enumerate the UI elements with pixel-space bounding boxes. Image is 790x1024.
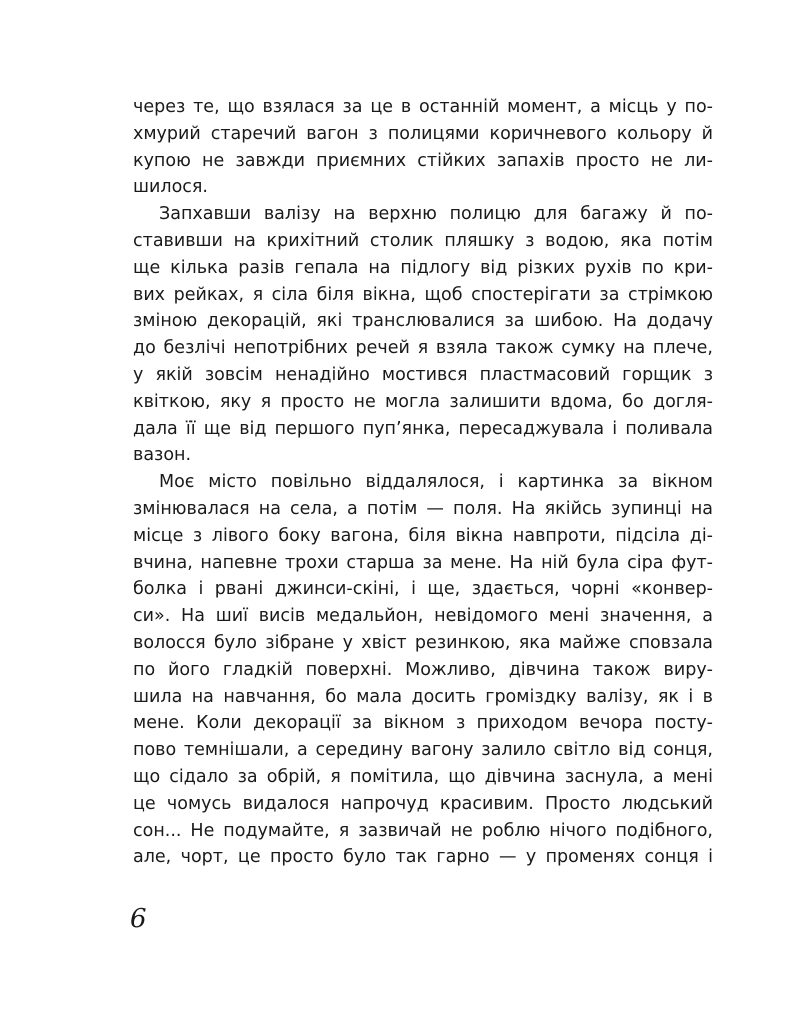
text-line: шила на навчання, бо мала досить громіздку валізу, як і в [133,686,713,707]
text-line: через те, що взялася за це в останній момент, а місць у по- [133,97,713,117]
text-line: сон... Не подумайте, я зазвичай не роблю нічого подібного, [133,820,713,841]
text-line: квіткою, яку я просто не могла залишити вдома, бо догля- [133,391,713,412]
text-line: ставивши на крихітний столик пляшку з водою, яка потім [133,230,713,251]
text-line: хмурий старечий вагон з полицями коричневого кольору й [133,123,713,144]
page-number: 6 [130,904,147,934]
text-line: змінювалася на села, а потім — поля. На якійсь зупинці на [133,498,713,519]
text-line: волосся було зібране у хвіст резинкою, яка майже сповзала [133,632,713,653]
text-line: пово темнішали, а середину вагону залило світло від сонця, [133,740,713,761]
text-line: мене. Коли декорації за вікном з приходом вечора посту- [133,713,713,734]
text-line: але, чорт, це просто було так гарно — у променях сонця і [133,847,713,868]
text-line: си». На шиї висів медальйон, невідомого мені значення, а [133,606,713,627]
text-line: болка і рвані джинси-скіні, і ще, здається, чорні «конвер- [133,579,713,600]
text-line: місце з лівого боку вагона, біля вікна навпроти, підсіла ді- [133,525,713,546]
text-line: ще кілька разів гепала на підлогу від різких рухів по кри- [133,257,713,278]
text-line: по його гладкій поверхні. Можливо, дівчина також виру- [133,659,713,680]
text-line: що сідало за обрій, я помітила, що дівчина заснула, а мені [133,766,713,787]
text-line: у якій зовсім ненадійно мостився пластмасовий горщик з [133,364,713,385]
text-line: зміною декорацій, які транслювалися за шибою. На додачу [133,311,713,332]
text-line: вчина, напевне трохи старша за мене. На ній була сіра фут- [133,552,713,573]
text-line: Моє місто повільно віддалялося, і картинка за вікном [159,472,713,493]
text-line: вазон. [133,445,192,466]
text-line: купою не завжди приємних стійких запахів просто не ли- [133,150,713,171]
text-line: до безлічі непотрібних речей я взяла також сумку на плече, [133,338,713,359]
text-line: це чомусь видалося напрочуд красивим. Просто людський [133,793,713,814]
text-line: Запхавши валізу на верхню полицю для багажу й по- [159,204,713,225]
text-line: вих рейках, я сіла біля вікна, щоб спостерігати за стрімкою [133,284,713,305]
text-line: дала її ще від першого пуп’янка, пересаджувала і поливала [133,418,713,439]
text-line: шилося. [133,177,208,198]
body-text [133,94,713,871]
